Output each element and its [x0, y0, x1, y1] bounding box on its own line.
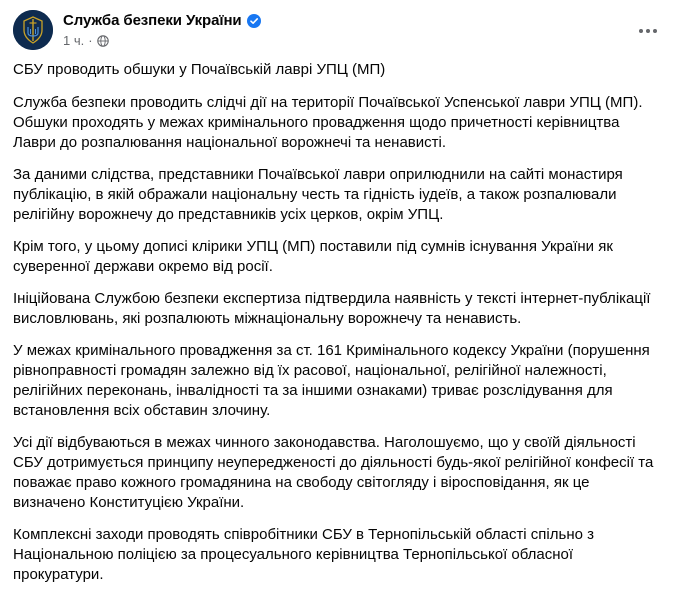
author-name[interactable]: Служба безпеки України [63, 11, 242, 29]
post-subline [63, 32, 261, 50]
post-paragraph: У межах кримінального провадження за ст. 161 Кримінального кодексу України (порушення рівноправності громадян залежно від їх расової, національної, релігійної належності, релігійних переконань, інвалідності та за іншими ознаками) триває розслідування для встановлення всіх обставин злочину. [13, 342, 650, 419]
post-paragraph: Ініційована Службою безпеки експертиза підтвердила наявність у тексті інтернет-публікації висловлювань, які розпалюють міжнаціональну ворожнечу та ненависть. [13, 290, 651, 327]
verified-badge-icon [247, 14, 261, 28]
sbu-emblem-icon[interactable] [13, 10, 53, 50]
post-meta [63, 11, 261, 50]
post-paragraph: Крім того, у цьому дописі клірики УПЦ (МП) поставили під сумнів існування України як суверенної держави окремо від росії. [13, 238, 613, 275]
separator-dot: · [88, 33, 93, 48]
more-options-button[interactable] [632, 14, 664, 46]
post-body [13, 60, 663, 597]
author-row [63, 11, 261, 31]
post-paragraph: Служба безпеки проводить слідчі дії на території Почаївської Успенської лаври УПЦ (МП). Обшуки проходять у межах кримінального провадження щодо причетності керівництва Лаври до розпалювання національної ворожнечі та ненависті. [13, 94, 643, 151]
post-headline: СБУ проводить обшуки у Почаївській лаврі УПЦ (МП) [13, 61, 386, 78]
post-header [13, 8, 261, 52]
post-paragraph: За даними слідства, представники Почаївської лаври оприлюднили на сайті монастиря публікацію, в якій ображали національну честь та гідність іудеїв, а також розпалювали релігійну ворожнечу до представників усіх церков, окрім УПЦ. [13, 166, 623, 223]
post-paragraph: Комплексні заходи проводять співробітники СБУ в Тернопільській області спільно з Національною поліцією за процесуального керівництва Тернопільської обласної прокуратури. [13, 526, 595, 583]
more-horizontal-icon [638, 21, 658, 39]
globe-icon[interactable] [97, 35, 109, 47]
post-paragraph: Усі дії відбуваються в межах чинного законодавства. Наголошуємо, що у своїй діяльності СБУ дотримується принципу неупередженості до діяльності будь-якої релігійної конфесії та поважає право кожного громадянина на свободу світогляду і віросповідання, як це визначено Конституцією України. [13, 434, 654, 511]
post-timestamp[interactable]: 1 ч. [63, 33, 85, 48]
